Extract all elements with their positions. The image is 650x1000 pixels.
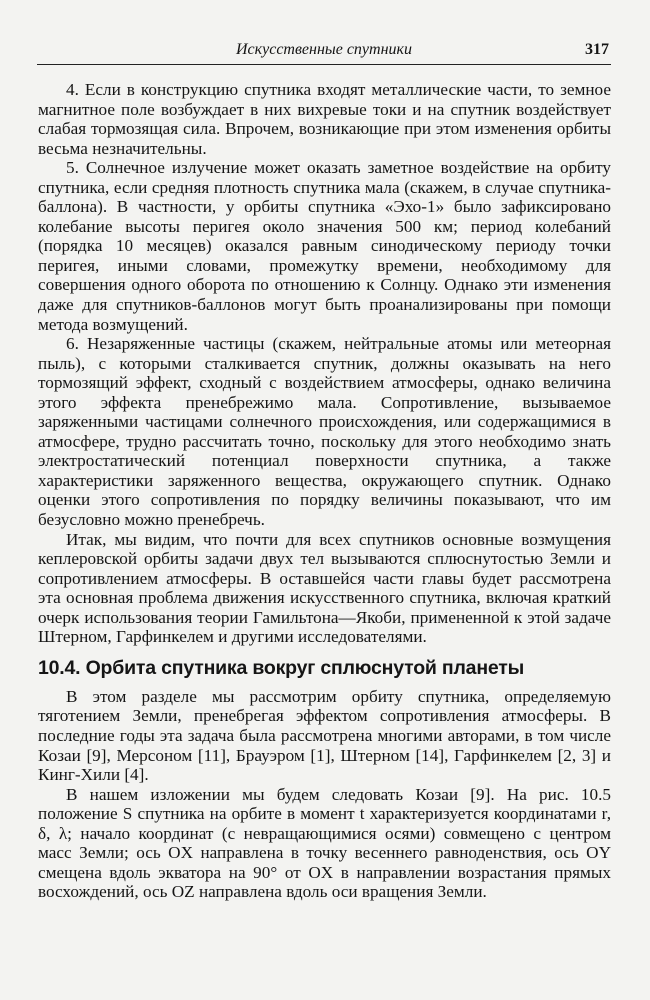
summary-paragraph: Итак, мы видим, что почти для всех спутников основные возмущения кеплеровской орбиты задачи двух тел вызываются сплюснутостью Земли и сопротивлением атмосферы. В оставшейся части главы будет рассмотрена эта основная проблема движения искусственного спутника, включая краткий очерк использования теории Гамильтона—Якоби, примененной к этой задаче Штерном, Гарфинкелем и другими исследователями.: [38, 529, 611, 647]
paragraph-item-5: 5. Солнечное излучение может оказать заметное воздействие на орбиту спутника, если средняя плотность спутника мала (скажем, в случае спутника-баллона). В частности, у орбиты спутника «Эхо-1» было зафиксировано колебание высоты перигея около значения 500 км; период колебаний (порядка 10 месяцев) оказался равным синодическому периоду точки перигея, иными словами, промежутку времени, необходимому для совершения одного оборота по отношению к Солнцу. Однако эти изменения даже для спутников-баллонов могут быть проанализированы при помощи метода возмущений.: [38, 158, 611, 334]
paragraph-item-4: 4. Если в конструкцию спутника входят металлические части, то земное магнитное поле возбуждает в них вихревые токи и на спутник воздействует слабая тормозящая сила. Впрочем, возникающие при этом изменения орбиты весьма незначительны.: [38, 80, 611, 158]
page-number: 317: [585, 41, 609, 58]
coordinates-paragraph: В нашем изложении мы будем следовать Козаи [9]. На рис. 10.5 положение S спутника на орбите в момент t характеризуется координатами r, δ, λ; начало координат (с невращающимися осями) совмещено с центром масс Земли; ось OX направлена в точку весеннего равноденствия, ось OY смещена вдоль экватора на 90° от OX в направлении возрастания прямых восхождений, ось OZ направлена вдоль оси вращения Земли.: [38, 784, 611, 902]
page-body: [38, 80, 611, 902]
section-heading: 10.4. Орбита спутника вокруг сплюснутой планеты: [38, 656, 525, 679]
running-header: [37, 40, 611, 65]
section-intro-paragraph: В этом разделе мы рассмотрим орбиту спутника, определяемую тяготением Земли, пренебрегая эффектом сопротивления атмосферы. В последние годы эта задача была рассмотрена многими авторами, в том числе Козаи [9], Мерсоном [11], Брауэром [1], Штерном [14], Гарфинкелем [2, 3] и Кинг-Хили [4].: [38, 686, 611, 785]
running-title: Искусственные спутники: [235, 41, 413, 58]
paragraph-item-6: 6. Незаряженные частицы (скажем, нейтральные атомы или метеорная пыль), с которыми сталкивается спутник, должны оказывать на него тормозящий эффект, сходный с воздействием атмосферы, однако величина этого эффекта пренебрежимо мала. Сопротивление, вызываемое заряженными частицами солнечного происхождения, или содержащимися в атмосфере, трудно рассчитать точно, поскольку для этого необходимо знать электростатический потенциал поверхности спутника, а также характеристики заряженного вещества, окружающего спутник. Однако оценки этого сопротивления по порядку величины показывают, что им безусловно можно пренебречь.: [38, 334, 611, 530]
